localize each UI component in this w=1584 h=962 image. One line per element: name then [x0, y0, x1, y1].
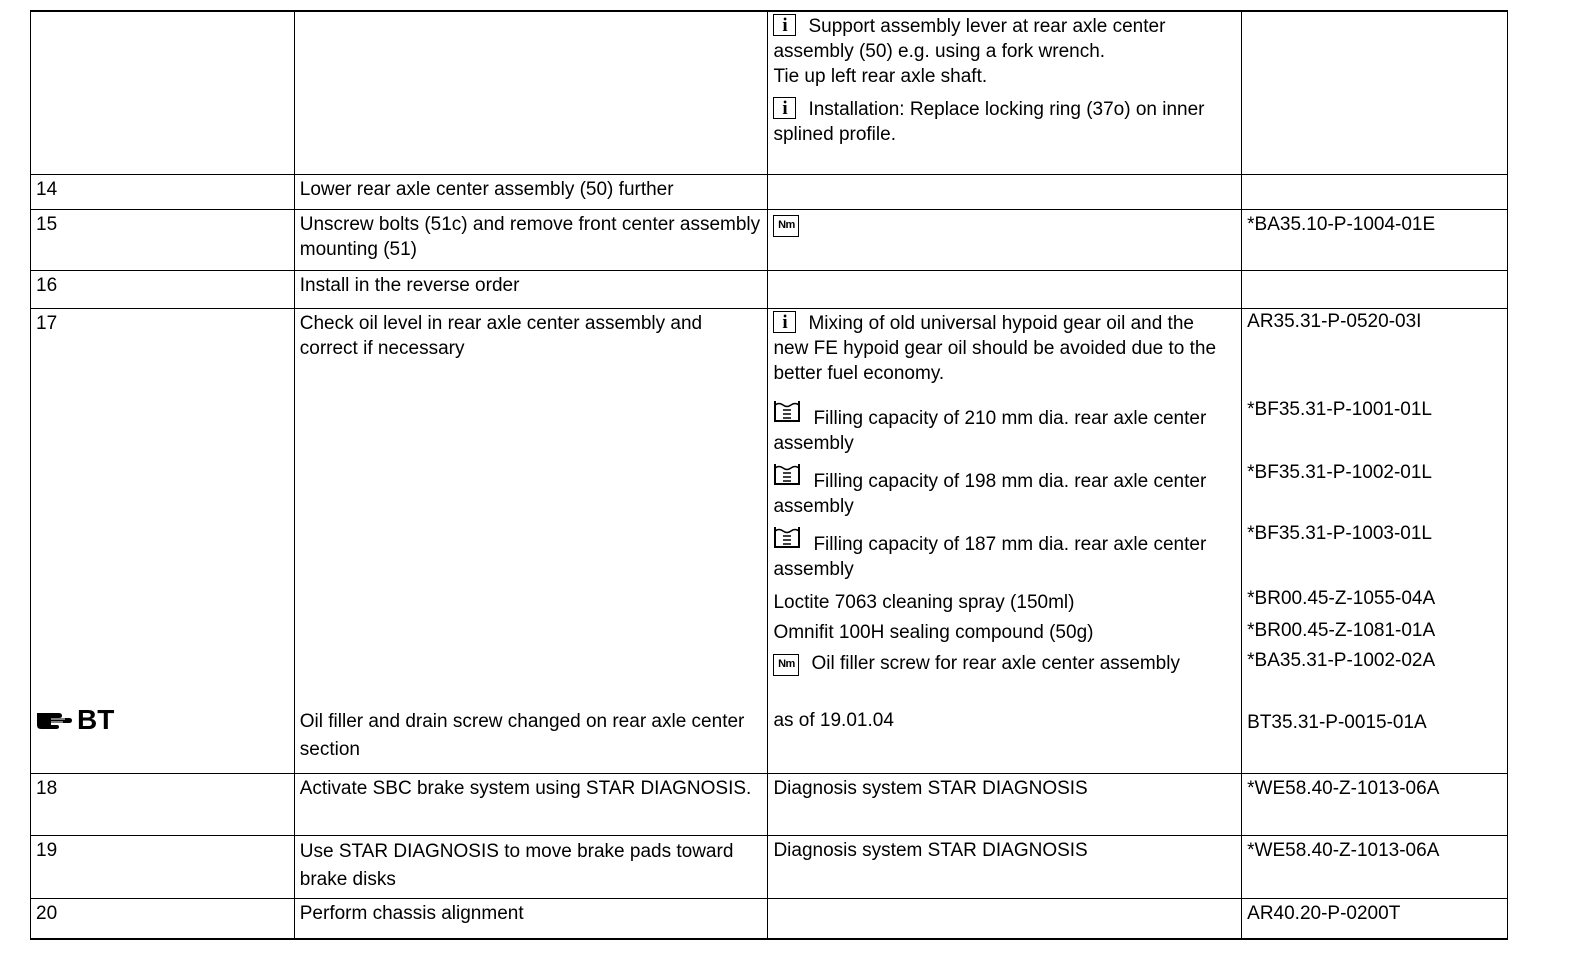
reference-link[interactable]: *BA35.31-P-1002-02A: [1247, 649, 1436, 671]
info-icon: i: [773, 14, 796, 36]
reference-link[interactable]: *BF35.31-P-1003-01L: [1247, 522, 1432, 544]
reference-cell: [1242, 11, 1508, 174]
pointing-hand-icon: [35, 709, 73, 731]
table-row: [31, 835, 1508, 898]
oil-filling-icon: [773, 399, 801, 423]
step-number: 15: [31, 209, 295, 270]
filling-note: Filling capacity of 187 mm dia. rear axle center assembly: [773, 525, 1213, 582]
bt-step-text: Oil filler and drain screw changed on rear axle center section: [299, 710, 745, 760]
reference-link[interactable]: *WE58.40-Z-1013-06A: [1242, 773, 1508, 835]
torque-icon: Nm: [773, 215, 799, 237]
table-row: [31, 174, 1508, 209]
step-text: Install in the reverse order: [294, 270, 768, 308]
bt-note: as of 19.01.04: [773, 709, 894, 731]
step-text-cell: [294, 11, 768, 174]
note-text: Diagnosis system STAR DIAGNOSIS: [768, 773, 1242, 835]
loctite-note: Loctite 7063 cleaning spray (150ml): [773, 591, 1075, 613]
info-note: i Support assembly lever at rear axle center assembly (50) e.g. using a fork wrench. Tie up left rear axle shaft.: [773, 15, 1166, 87]
step-number: 16: [31, 270, 295, 308]
step-number: 18: [31, 773, 295, 835]
table-row: [31, 898, 1508, 939]
note-text: Diagnosis system STAR DIAGNOSIS: [768, 835, 1242, 898]
oil-filling-icon: [773, 462, 801, 486]
procedure-table: [30, 10, 1508, 940]
step-text: Unscrew bolts (51c) and remove front center assembly mounting (51): [294, 209, 768, 270]
reference-cell: [1242, 270, 1508, 308]
reference-cell: [1242, 174, 1508, 209]
reference-link[interactable]: *BR00.45-Z-1081-01A: [1247, 619, 1436, 641]
table-row: [31, 773, 1508, 835]
table-row: [31, 209, 1508, 270]
step-number: 17: [36, 312, 58, 334]
reference-link[interactable]: *BR00.45-Z-1055-04A: [1247, 587, 1436, 609]
info-icon: i: [773, 311, 796, 333]
reference-cell: [1242, 308, 1508, 773]
torque-icon: Nm: [773, 654, 799, 676]
info-note: i Mixing of old universal hypoid gear oil and the new FE hypoid gear oil should be avoided due to the better fuel economy.: [773, 311, 1217, 384]
step-number: 14: [31, 174, 295, 209]
step-number: 19: [31, 835, 295, 898]
reference-link[interactable]: *BF35.31-P-1001-01L: [1247, 398, 1432, 420]
oil-filling-icon: [773, 525, 801, 549]
step-text: Check oil level in rear axle center assembly and correct if necessary: [299, 312, 703, 359]
step-text-cell: [294, 308, 768, 773]
table-row: [31, 11, 1508, 174]
reference-link[interactable]: *WE58.40-Z-1013-06A: [1242, 835, 1508, 898]
filling-note: Filling capacity of 198 mm dia. rear axle center assembly: [773, 462, 1213, 519]
step-number-cell: [31, 11, 295, 174]
note-cell: [768, 209, 1242, 270]
note-cell: [768, 898, 1242, 939]
info-note: i Installation: Replace locking ring (37o) on inner splined profile.: [773, 98, 1205, 145]
step-number: 20: [31, 898, 295, 939]
step-text: Activate SBC brake system using STAR DIAGNOSIS.: [294, 773, 768, 835]
step-text: Perform chassis alignment: [294, 898, 768, 939]
table-row: [31, 270, 1508, 308]
procedure-sheet: [30, 10, 1508, 940]
note-cell: [768, 308, 1242, 773]
omnifit-note: Omnifit 100H sealing compound (50g): [773, 621, 1094, 643]
note-cell: [768, 11, 1242, 174]
info-icon: i: [773, 97, 796, 119]
bt-badge: BT: [35, 705, 114, 735]
reference-link[interactable]: BT35.31-P-0015-01A: [1247, 711, 1427, 733]
screw-note: Nm Oil filler screw for rear axle center assembly: [773, 650, 1213, 678]
filling-note: Filling capacity of 210 mm dia. rear axle center assembly: [773, 399, 1213, 456]
reference-link[interactable]: *BA35.10-P-1004-01E: [1242, 209, 1508, 270]
note-cell: [768, 174, 1242, 209]
table-row: [31, 308, 1508, 773]
reference-link[interactable]: AR35.31-P-0520-03I: [1247, 310, 1422, 332]
reference-link[interactable]: AR40.20-P-0200T: [1242, 898, 1508, 939]
note-cell: [768, 270, 1242, 308]
step-text: Use STAR DIAGNOSIS to move brake pads toward brake disks: [294, 835, 768, 898]
step-text: Lower rear axle center assembly (50) further: [294, 174, 768, 209]
reference-link[interactable]: *BF35.31-P-1002-01L: [1247, 461, 1432, 483]
step-number-cell: [31, 308, 295, 773]
